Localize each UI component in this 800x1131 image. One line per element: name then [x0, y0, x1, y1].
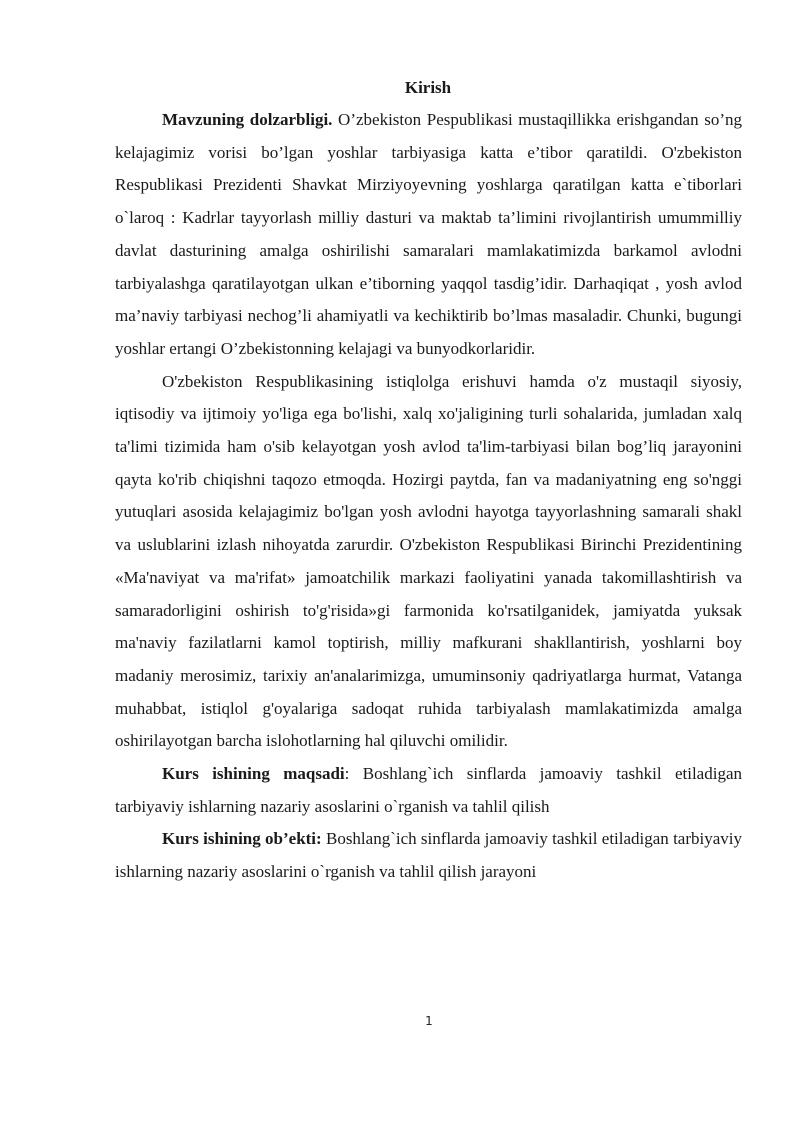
page-title: Kirish	[404, 78, 452, 97]
paragraph-text: : Boshlang`ich sinflarda jamoaviy tashkil etiladigan tarbiyaviy ishlarning nazariy asoslarini o`rganish va tahlil qilish	[115, 764, 742, 816]
paragraph-object	[115, 823, 742, 888]
paragraph-text: Boshlang`ich sinflarda jamoaviy tashkil etiladigan tarbiyaviy ishlarning nazariy asoslarini o`rganish va tahlil qilish jarayoni	[115, 829, 743, 882]
paragraph-text: O’zbekiston Pespublikasi mustaqillikka erishgandan so’ng kelajagimiz vorisi bo’lgan yoshlar tarbiyasiga katta e’tibor qaratildi. O'zbekiston Respublikasi Prezidenti Shavkat Mirziyoyevning yoshlarga qaratilgan katta e`tiborlari o`laroq : Kadrlar tayyorlash milliy dasturi va maktab ta’limini rivojlantirish umummilliy davlat dasturining amalga oshirilishi samaralari mamlakatimizda barkamol avlodni tarbiyalashga qaratilayotgan ulkan e’tiborning yaqqol tasdig’idir. Darhaqiqat , yosh avlod ma’naviy tarbiyasi nechog’li ahamiyatli va kechiktirib bo’lmas masaladir. Chunki, bugungi yoshlar ertangi O’zbekistonning kelajagi va bunyodkorlaridir.	[115, 110, 742, 358]
document-body	[115, 104, 742, 889]
page-number: 1	[425, 1014, 433, 1028]
paragraph-lead: Mavzuning dolzarbligi.	[162, 110, 333, 129]
paragraph-lead: Kurs ishining ob’ekti:	[162, 829, 322, 849]
paragraph-goal	[115, 758, 742, 823]
paragraph-relevance	[115, 104, 742, 366]
paragraph-text: O'zbekiston Respublikasining istiqlolga erishuvi hamda o'z mustaqil siyosiy, iqtisodiy va ijtimoiy yo'liga ega bo'lishi, xalq xo'jaligining turli sohalarida, jumladan xalq ta'limi tizimida ham o'sib kelayotgan yosh avlod ta'lim-tarbiyasi bilan bog’liq jarayonini qayta ko'rib chiqishni taqozo etmoqda. Hozirgi paytda, fan va madaniyatning eng so'nggi yutuqlari asosida kelajagimiz bo'lgan yosh avlodni hayotga tayyorlashning samarali shakl va uslublarini izlash nihoyatda zarurdir. O'zbekiston Respublikasi Birinchi Prezidentining «Ma'naviyat va ma'rifat» jamoatchilik markazi faoliyatini yanada takomillashtirish va samaradorligini oshirish to'g'risida»gi farmonida ko'rsatilganidek, jamiyatda yuksak ma'naviy fazilatlarni kamol toptirish, milliy mafkurani shakllantirish, yoshlarni boy madaniy merosimiz, tarixiy an'analarimizga, umuminsoniy qadriyatlarga hurmat, Vatanga muhabbat, istiqlol g'oyalariga sadoqat ruhida tarbiyalash mamlakatimizda amalga oshirilayotgan barcha islohotlarning hal qiluvchi omilidir.	[115, 371, 742, 751]
paragraph-independence	[115, 366, 742, 758]
paragraph-lead: Kurs ishining maqsadi	[162, 764, 345, 784]
